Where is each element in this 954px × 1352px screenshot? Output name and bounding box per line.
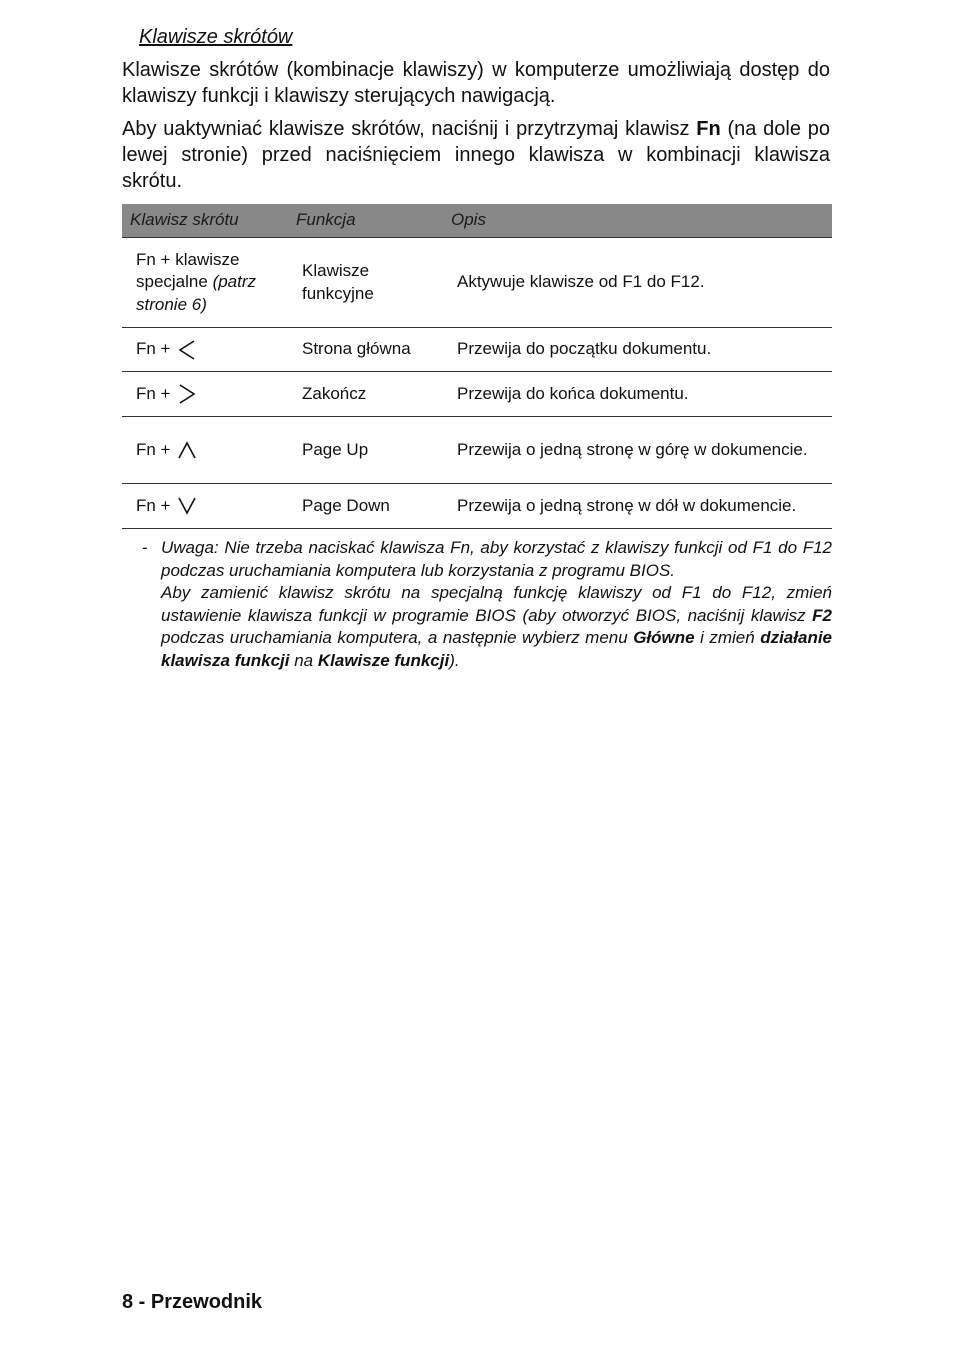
setting-name: działanie klawisza funkcji	[161, 628, 833, 670]
shortcut-cell	[122, 328, 294, 372]
description-cell: Aktywuje klawisze od F1 do F12.	[449, 238, 832, 328]
function-cell: Page Down	[294, 484, 449, 529]
chevron-up-icon	[177, 440, 197, 460]
chevron-left-icon	[177, 339, 197, 361]
shortcut-cell	[122, 417, 294, 484]
shortcut-table	[122, 204, 832, 529]
function-cell: Page Up	[294, 417, 449, 484]
intro-text: Aby uaktywniać klawisze skrótów, naciśnij i przytrzymaj klawisz	[122, 118, 697, 140]
note-text: i zmień	[694, 628, 761, 647]
note-text: Aby zamienić klawisz skrótu na specjalną funkcję klawiszy od F1 do F12, zmień ustawienie klawisza funkcji w programie BIOS (aby otworzyć BIOS, naciśnij klawisz	[161, 583, 832, 625]
intro-text: (na dole po lewej stronie) przed naciśnięciem innego klawisza w kombinacji klawisza skrótu.	[122, 118, 830, 192]
f2-key-label: F2	[812, 605, 832, 625]
function-cell: Klawisze funkcyjne	[294, 238, 449, 328]
description-cell: Przewija o jedną stronę w górę w dokumencie.	[449, 417, 832, 484]
table-row	[122, 328, 832, 372]
description-cell: Przewija o jedną stronę w dół w dokumencie.	[449, 484, 832, 529]
intro-paragraph-1: Klawisze skrótów (kombinacje klawiszy) w komputerze umożliwiają dostęp do klawiszy funkcji i klawiszy sterujących nawigacją.	[122, 59, 830, 107]
shortcut-text: Fn + klawisze specjalne	[136, 249, 240, 292]
table-row	[122, 372, 832, 417]
column-header-description: Opis	[449, 204, 832, 238]
shortcut-text: Fn +	[136, 383, 171, 403]
table-row	[122, 484, 832, 529]
table-header-row	[122, 204, 832, 238]
fn-key-label: Fn	[696, 118, 721, 140]
section-title: Klawisze skrótów	[139, 26, 293, 48]
setting-value: Klawisze funkcji	[317, 650, 450, 670]
shortcut-text: Fn +	[136, 339, 171, 359]
note-line-2	[161, 582, 832, 672]
note-bullet: -	[142, 538, 148, 557]
shortcut-cell	[122, 238, 294, 328]
shortcut-cell	[122, 484, 294, 529]
column-header-function: Funkcja	[294, 204, 449, 238]
chevron-down-icon	[177, 496, 197, 516]
note	[142, 537, 832, 672]
shortcut-cell	[122, 372, 294, 417]
column-header-shortcut: Klawisz skrótu	[122, 204, 294, 238]
table-row	[122, 238, 832, 328]
note-text: ).	[449, 650, 460, 670]
function-cell: Strona główna	[294, 328, 449, 372]
table-row	[122, 417, 832, 484]
shortcut-note: (patrz stronie 6)	[136, 272, 257, 314]
note-body	[161, 537, 832, 672]
page-footer: 8 - Przewodnik	[122, 1291, 263, 1313]
shortcut-text: Fn +	[136, 439, 171, 459]
shortcut-text: Fn +	[136, 495, 171, 515]
note-line-1: Uwaga: Nie trzeba naciskać klawisza Fn, aby korzystać z klawiszy funkcji od F1 do F12 podczas uruchamiania komputera lub korzystania z programu BIOS.	[161, 538, 832, 580]
description-cell: Przewija do końca dokumentu.	[449, 372, 832, 417]
description-cell: Przewija do początku dokumentu.	[449, 328, 832, 372]
note-text: na	[289, 650, 318, 670]
chevron-right-icon	[177, 383, 197, 405]
menu-name: Główne	[633, 628, 695, 647]
function-cell: Zakończ	[294, 372, 449, 417]
note-text: podczas uruchamiania komputera, a następnie wybierz menu	[161, 628, 634, 647]
intro-paragraph-2	[122, 116, 830, 194]
